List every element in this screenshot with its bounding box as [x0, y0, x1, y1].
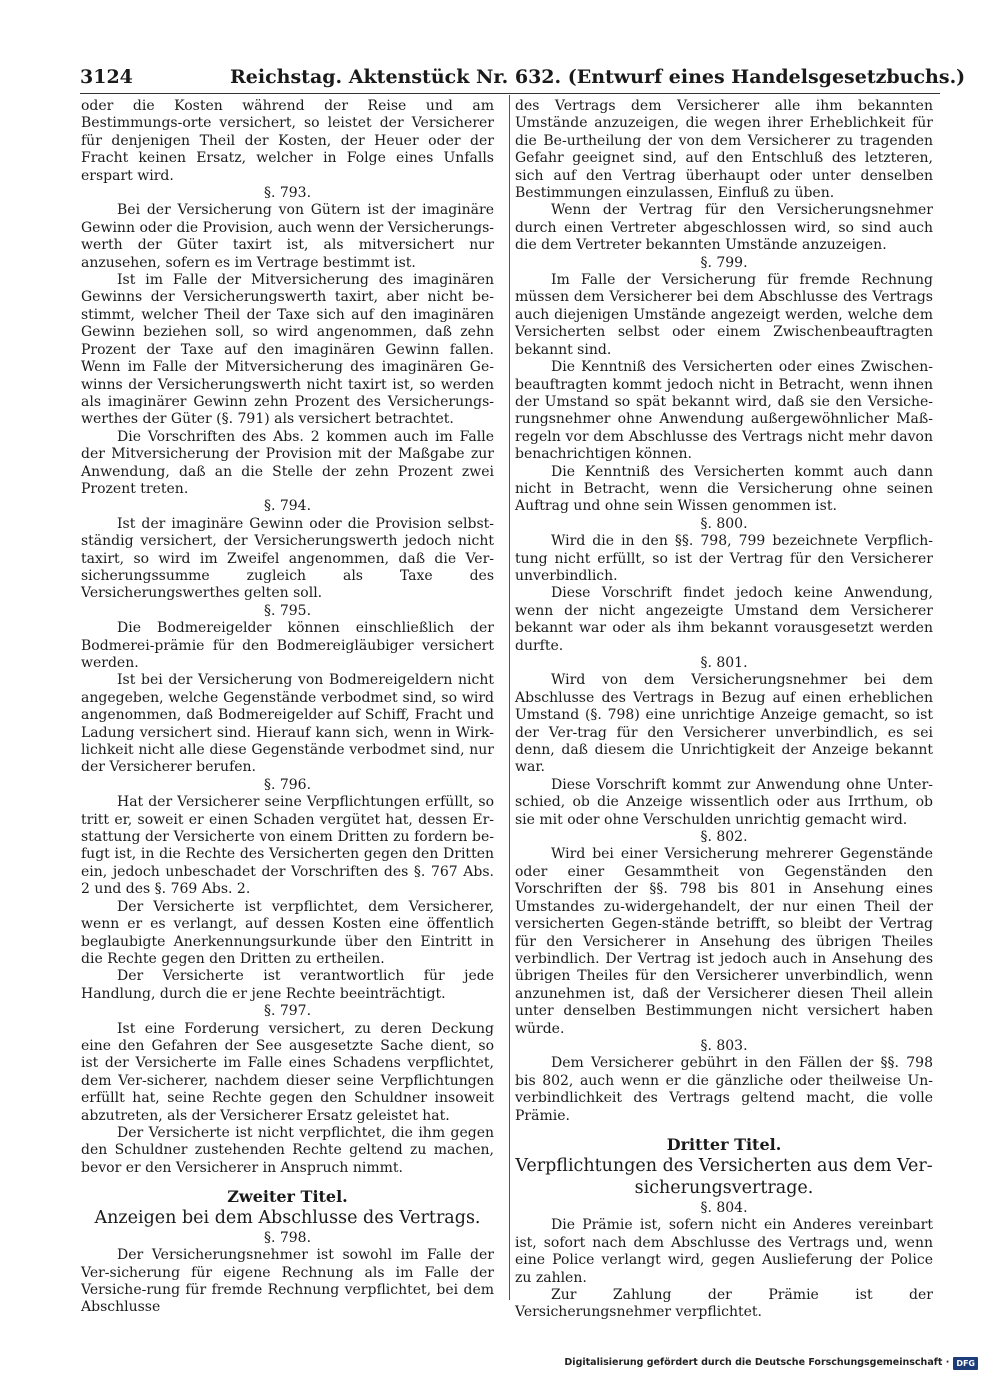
section-number: §. 795. — [263, 602, 312, 619]
paragraph: Der Versicherungsnehmer ist sowohl im Falle der Ver-sicherung für eigene Rechnung als im Falle der Versiche-rung für fremde Rechnung verpflichtet, bei dem Abschlusse — [81, 1247, 494, 1316]
paragraph: Ist im Falle der Mitversicherung des imaginären Gewinns der Versicherungswerth taxirt, aber nicht be-stimmt, welcher Theil der Taxe sich auf den imaginären Gewinn beziehen soll, so wird angenommen, daß zehn Prozent der Taxe auf den imaginären Gewinn fallen. Wenn im Falle der Mitversicherung des imaginären Ge-winns der Versicherungswerth nicht taxirt ist, so werden als imaginärer Gewinn zehn Prozent des Versicherungs-werthes der Güter (§. 791) als versichert betrachtet. — [81, 272, 494, 428]
section-number: §. 793. — [263, 185, 312, 202]
paragraph: Hat der Versicherer seine Verpflichtungen erfüllt, so tritt er, soweit er einen Schaden vergütet hat, dessen Er-stattung der Versicherte von einem Dritten zu fordern be-fugt ist, in die Rechte des Versicherten gegen den Dritten ein, jedoch unbeschadet der Vorschriften des §. 767 Abs. 2 und des §. 769 Abs. 2. — [81, 794, 494, 898]
paragraph: Dem Versicherer gebührt in den Fällen der §§. 798 bis 802, auch wenn er die gänzliche oder theilweise Un-verbindlichkeit des Vertrags geltend macht, die volle Prämie. — [515, 1055, 933, 1124]
section-number: §. 798. — [263, 1229, 312, 1246]
dfg-logo: DFG — [953, 1357, 978, 1370]
paragraph: Ist der imaginäre Gewinn oder die Provision selbst-ständig versichert, der Versicherungswerth jedoch nicht taxirt, so wird im Zweifel angenommen, daß die Ver-sicherungssumme zugleich als Taxe des Versicherungswerthes gelten soll. — [81, 515, 494, 602]
paragraph: Wenn der Vertrag für den Versicherungsnehmer durch einen Vertreter abgeschlossen wird, so sind auch die dem Vertreter bekannten Umstände anzuzeigen. — [515, 202, 933, 254]
column-separator — [509, 95, 510, 1300]
digitization-credit — [564, 1353, 978, 1373]
running-title: Reichstag. Aktenstück Nr. 632. (Entwurf eines Handelsgesetzbuchs.) — [230, 66, 966, 88]
paragraph: Die Kenntniß des Versicherten kommt auch dann nicht in Betracht, wenn die Versicherung ohne seinen Auftrag und ohne sein Wissen genommen ist. — [515, 463, 933, 515]
section-number: §. 802. — [700, 829, 748, 846]
right-column — [515, 98, 933, 1322]
paragraph: Wird bei einer Versicherung mehrerer Gegenstände oder einer Gesammtheit von Gegenständen den Vorschriften der §§. 798 bis 801 in Ansehung eines Umstandes zu-widergehandelt, der nur einen Theil der versicherten Gegen-stände betrifft, so bleibt der Vertrag für den Versicherer in Ansehung des übrigen Theiles verbindlich. Der Vertrag ist jedoch auch in Ansehung des übrigen Theiles für den Versicherer unverbindlich, wenn anzunehmen ist, daß der Versicherer diesen Theil allein unter denselben Bestimmungen nicht versichert haben würde. — [515, 846, 933, 1037]
paragraph: Die Vorschriften des Abs. 2 kommen auch im Falle der Mitversicherung der Provision mit der Maßgabe zur Anwendung, daß an die Stelle der zehn Prozent zwei Prozent treten. — [81, 428, 494, 497]
left-column — [81, 98, 494, 1317]
paragraph: Im Falle der Versicherung für fremde Rechnung müssen dem Versicherer bei dem Abschlusse des Vertrags auch diejenigen Umstände angezeigt werden, welche dem Versicherten selbst oder einem Zwischenbeauftragten bekannt sind. — [515, 272, 933, 358]
page-number: 3124 — [80, 66, 133, 88]
section-heading: Anzeigen bei dem Abschlusse des Vertrags. — [94, 1208, 481, 1229]
section-number: §. 801. — [700, 655, 748, 671]
header-rule — [80, 93, 940, 94]
section-number: §. 803. — [700, 1037, 748, 1054]
section-number: §. 796. — [263, 776, 312, 793]
paragraph: Wird die in den §§. 798, 799 bezeichnete Verpflich-tung nicht erfüllt, so ist der Vertrag für den Versicherer unverbindlich. — [515, 533, 933, 584]
paragraph: Der Versicherte ist nicht verpflichtet, die ihm gegen den Schuldner zustehenden Rechte geltend zu machen, bevor er den Versicherer in Anspruch nimmt. — [81, 1124, 494, 1176]
title-heading: Zweiter Titel. — [227, 1187, 348, 1207]
section-number: §. 799. — [700, 254, 748, 271]
page-header — [80, 62, 966, 92]
paragraph: Die Prämie ist, sofern nicht ein Anderes vereinbart ist, sofort nach dem Abschlusse des Vertrags und, wenn eine Police verlangt wird, gegen Auslieferung der Police zu zahlen. — [515, 1217, 933, 1286]
paragraph: Ist eine Forderung versichert, zu deren Deckung eine den Gefahren der See ausgesetzte Sache dient, so ist der Versicherte im Falle eines Schadens verpflichtet, dem Ver-sicherer, nachdem dieser seine Verpflichtungen erfüllt hat, seine Rechte gegen den Schuldner insoweit abzutreten, als der Versicherer Ersatz geleistet hat. — [81, 1020, 494, 1124]
paragraph: Wird von dem Versicherungsnehmer bei dem Abschlusse des Vertrags in Bezug auf einen erheblichen Umstand (§. 798) eine unrichtige Anzeige gemacht, so ist der Ver-trag für den Versicherer unverbindlich, es sei denn, daß diesem die Unrichtigkeit der Anzeige bekannt war. — [515, 672, 933, 776]
paragraph: Diese Vorschrift kommt zur Anwendung ohne Unter-schied, ob die Anzeige wissentlich oder aus Irrthum, ob sie mit oder ohne Verschulden unrichtig gemacht wird. — [515, 776, 933, 828]
credit-text: Digitalisierung gefördert durch die Deutsche Forschungsgemeinschaft · — [564, 1357, 950, 1368]
section-number: §. 797. — [263, 1003, 312, 1020]
paragraph: Bei der Versicherung von Gütern ist der imaginäre Gewinn oder die Provision, auch wenn der Versicherungs-werth der Güter taxirt ist, als mitversichert nur anzusehen, sofern es im Vertrage bestimmt ist. — [81, 202, 494, 271]
paragraph: Der Versicherte ist verantwortlich für jede Handlung, durch die er jene Rechte beeinträchtigt. — [81, 968, 494, 1002]
title-heading: Dritter Titel. — [666, 1134, 782, 1154]
paragraph: Ist bei der Versicherung von Bodmereigeldern nicht angegeben, welche Gegenstände verbodmet sind, so wird angenommen, daß Bodmereigelder auf Schiff, Fracht und Ladung versichert sind. Hierauf kann sich, wenn in Wirk-lichkeit nicht alle diese Gegenstände verbodmet sind, nur der Versicherer berufen. — [81, 672, 494, 776]
paragraph: Diese Vorschrift findet jedoch keine Anwendung, wenn der nicht angezeigte Umstand dem Versicherer bekannt war oder als ihm bekannt vorausgesetzt werden durfte. — [515, 585, 933, 654]
paragraph: Die Bodmereigelder können einschließlich der Bodmerei-prämie für den Bodmereigläubiger versichert werden. — [81, 620, 494, 671]
paragraph: oder die Kosten während der Reise und am Bestimmungs-orte versichert, so leistet der Versicherer für denjenigen Theil der Kosten, der Heuer oder der Fracht keinen Ersatz, welcher in Folge eines Unfalls erspart wird. — [81, 98, 494, 184]
paragraph: des Vertrags dem Versicherer alle ihm bekannten Umstände anzuzeigen, die wegen ihrer Erheblichkeit für die Be-urtheilung der von dem Versicherer zu tragenden Gefahr geeignet sind, auf den Entschluß des letzteren, sich auf den Vertrag überhaupt oder unter denselben Bestimmungen einzulassen, Einfluß zu üben. — [515, 98, 933, 202]
paragraph: Die Kenntniß des Versicherten oder eines Zwischen-beauftragten kommt jedoch nicht in Betracht, wenn ihnen der Umstand so spät bekannt wird, daß sie den Versiche-rungsnehmer ohne Anwendung außergewöhnlicher Maß-regeln vor dem Abschlusse des Vertrags nicht mehr davon benachrichtigen können. — [515, 359, 933, 463]
section-number: §. 800. — [700, 515, 748, 532]
section-heading: Verpflichtungen des Versicherten aus dem Ver-sicherungsvertrage. — [515, 1155, 933, 1199]
paragraph: Der Versicherte ist verpflichtet, dem Versicherer, wenn er es verlangt, auf dessen Kosten eine öffentlich beglaubigte Anerkennungsurkunde über den Eintritt in die Rechte gegen den Dritten zu ertheilen. — [81, 898, 494, 967]
section-number: §. 804. — [700, 1199, 748, 1216]
paragraph: Zur Zahlung der Prämie ist der Versicherungsnehmer verpflichtet. — [515, 1287, 933, 1321]
section-number: §. 794. — [263, 498, 312, 515]
